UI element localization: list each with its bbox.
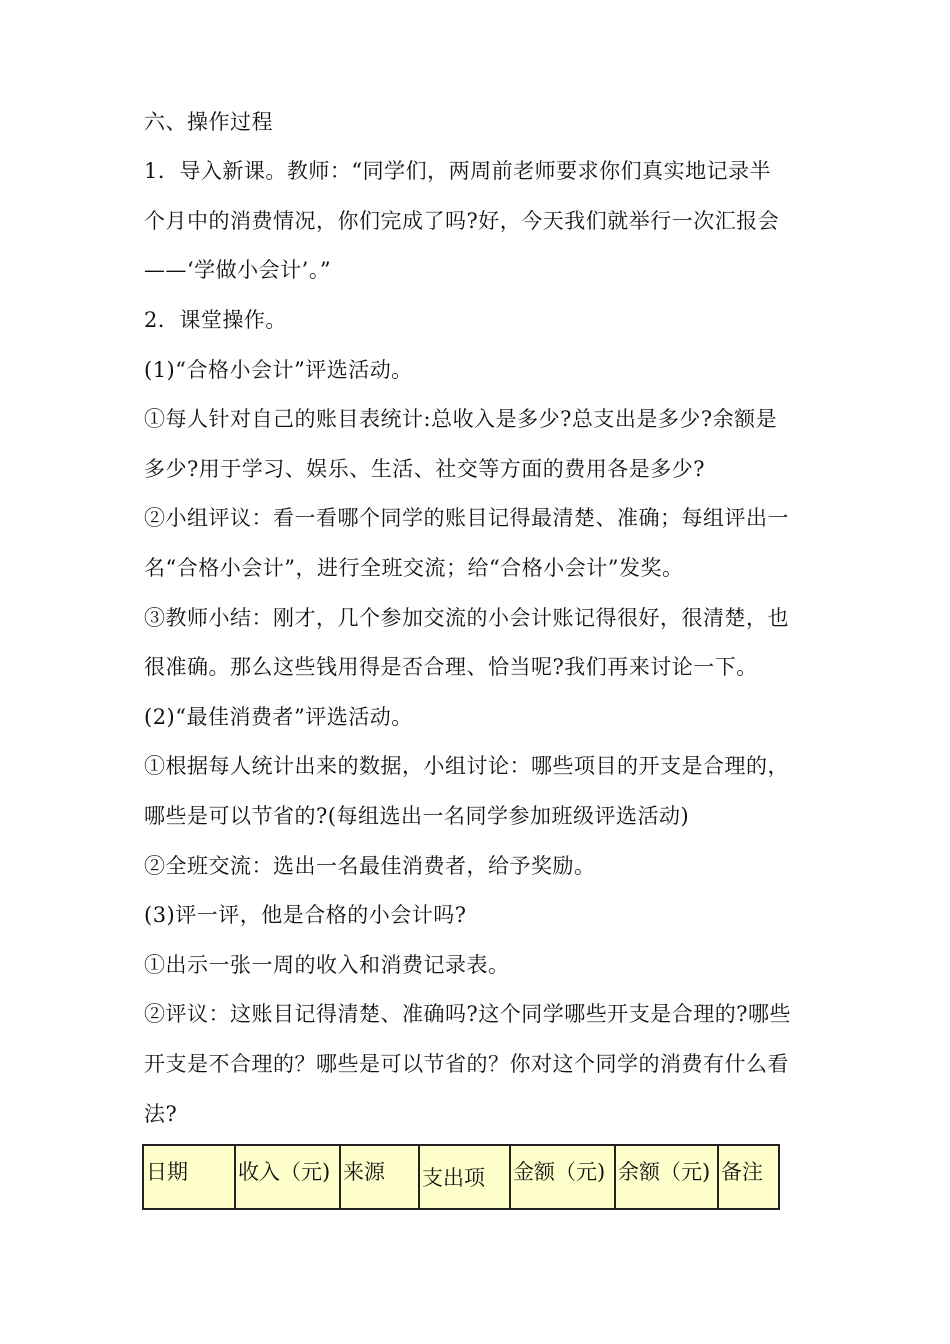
header-amount: 金额（元) <box>510 1145 615 1209</box>
paragraph-line: 1．导入新课。教师：“同学们，两周前老师要求你们真实地记录半 <box>144 159 772 183</box>
paragraph-line: (2)“最佳消费者”评选活动。 <box>144 705 413 729</box>
header-balance: 余额（元) <box>615 1145 718 1209</box>
paragraph-line: ②评议：这账目记得清楚、准确吗?这个同学哪些开支是合理的?哪些 <box>144 1002 792 1026</box>
paragraph-line: (1)“合格小会计”评选活动。 <box>144 358 413 382</box>
header-income: 收入（元) <box>235 1145 340 1209</box>
paragraph-line: ②小组评议：看一看哪个同学的账目记得最清楚、准确；每组评出一 <box>144 506 789 530</box>
paragraph-line: ①出示一张一周的收入和消费记录表。 <box>144 953 510 977</box>
header-remarks: 备注 <box>718 1145 779 1209</box>
table-header-row <box>143 1145 779 1209</box>
paragraph-line: 法? <box>144 1102 178 1126</box>
paragraph-line: ③教师小结：刚才，几个参加交流的小会计账记得很好，很清楚，也 <box>144 606 789 630</box>
paragraph-line: ——‘学做小会计’。” <box>144 258 332 282</box>
header-expense-item: 支出项 <box>419 1145 510 1209</box>
paragraph-line: 很准确。那么这些钱用得是否合理、恰当呢?我们再来讨论一下。 <box>144 655 758 679</box>
paragraph-line: (3)评一评，他是合格的小会计吗? <box>144 903 467 927</box>
paragraph-line: 哪些是可以节省的?(每组选出一名同学参加班级评选活动) <box>144 804 690 828</box>
section-heading: 六、操作过程 <box>144 110 273 134</box>
header-date: 日期 <box>143 1145 235 1209</box>
paragraph-line: ①每人针对自己的账目表统计:总收入是多少?总支出是多少?余额是 <box>144 407 778 431</box>
paragraph-line: ①根据每人统计出来的数据，小组讨论：哪些项目的开支是合理的， <box>144 754 789 778</box>
paragraph-line: 开支是不合理的？哪些是可以节省的？你对这个同学的消费有什么看 <box>144 1052 789 1076</box>
paragraph-line: 名“合格小会计”，进行全班交流；给“合格小会计”发奖。 <box>144 556 684 580</box>
paragraph-line: 2．课堂操作。 <box>144 308 287 332</box>
income-expense-record-table <box>142 1144 780 1210</box>
paragraph-line: 个月中的消费情况，你们完成了吗?好，今天我们就举行一次汇报会 <box>144 209 780 233</box>
paragraph-line: ②全班交流：选出一名最佳消费者，给予奖励。 <box>144 854 596 878</box>
header-source: 来源 <box>340 1145 419 1209</box>
paragraph-line: 多少?用于学习、娱乐、生活、社交等方面的费用各是多少? <box>144 457 706 481</box>
record-table-wrapper <box>142 1144 780 1210</box>
